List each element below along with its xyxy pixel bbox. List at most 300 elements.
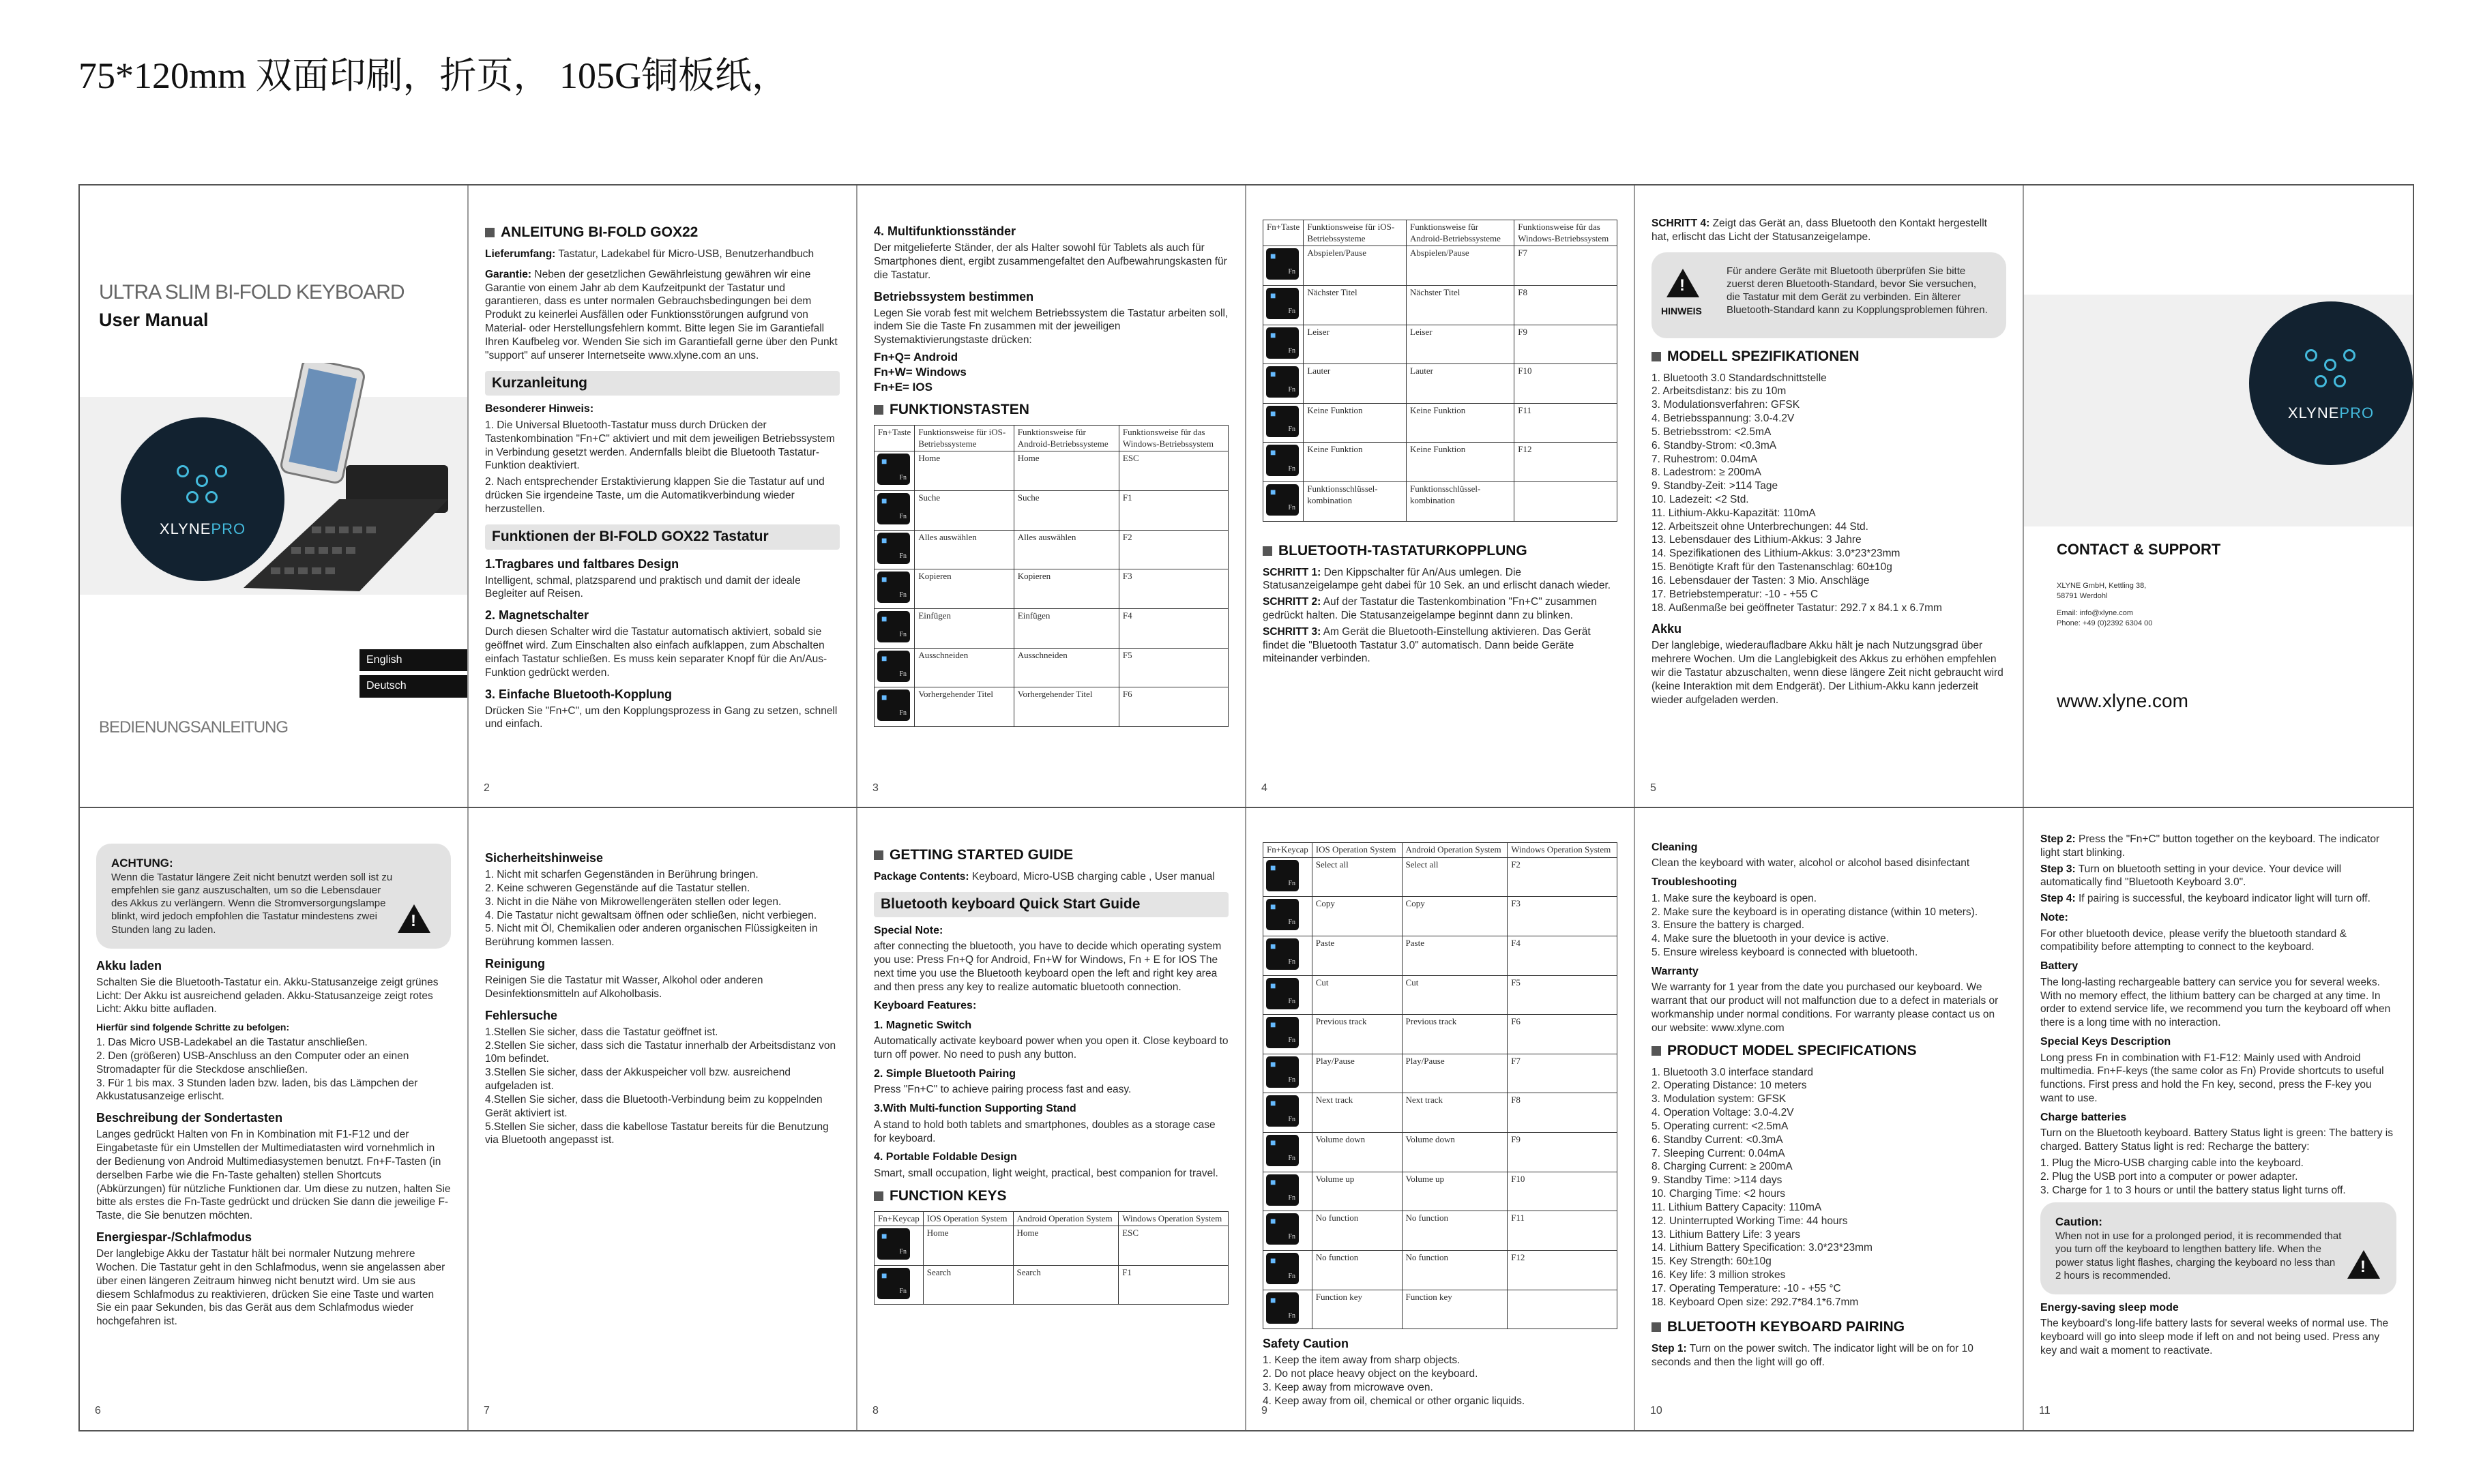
p11-note-title: Note: [2040, 912, 2068, 924]
table-header-cell: Android Operation System [1402, 843, 1508, 858]
table-cell: Paste [1402, 936, 1508, 975]
table-cell: F11 [1508, 1211, 1617, 1251]
table-cell: Previous track [1312, 1015, 1402, 1054]
keycap-icon: ■ Fn [1266, 327, 1299, 359]
p3-os-title: Betriebssystem bestimmen [874, 289, 1034, 303]
list-item: 5.Stellen Sie sicher, dass die kabellose Tastatur bereits für die Benutzung via Bluetooth angepasst ist. [485, 1121, 829, 1146]
table-header-cell: Funktionsweise für iOS-Betriebssysteme [1304, 220, 1407, 246]
list-item: 5. Operating current: <2.5mA [1651, 1120, 1789, 1132]
xlyne-logo-back [2249, 301, 2413, 465]
p8-k4: Smart, small occupation, light weight, practical, best companion for travel. [874, 1167, 1218, 1179]
table-cell: Select all [1402, 857, 1508, 897]
table-header-cell: Fn+Taste [1263, 220, 1304, 246]
table-row [1263, 1250, 1617, 1290]
fn-keycap-cell [1263, 1172, 1312, 1211]
page-8 [857, 808, 1246, 1430]
keycap-icon: ■ Fn [877, 572, 910, 603]
p5-hinweis-box [1651, 252, 2006, 338]
table-header-cell: Windows Operation System [1508, 843, 1617, 858]
keycap-icon: ■ Fn [1266, 484, 1299, 516]
keyboard-phone-illustration [244, 363, 462, 595]
page-number: 6 [95, 1404, 101, 1416]
p4-step1: SCHRITT 1: Den Kippschalter für An/Aus umlegen. Die Statusanzeigelampe geht dabei für 10 Sek. an und erlischt danach wieder. [1263, 566, 1611, 592]
p11-sleep-title: Energy-saving sleep mode [2040, 1301, 2179, 1314]
table-cell: Volume down [1402, 1133, 1508, 1172]
table-cell: Play/Pause [1312, 1054, 1402, 1093]
table-cell: Suche [1014, 491, 1119, 531]
list-item: 17. Operating Temperature: -10 - +55 °C [1651, 1282, 1841, 1294]
fn-keycap-cell [1263, 325, 1304, 364]
table-cell: Alles auswählen [915, 530, 1014, 569]
table-header-cell: Funktionsweise für das Windows-Betriebssystem [1514, 220, 1617, 246]
table-cell: Volume up [1402, 1172, 1508, 1211]
table-cell: F9 [1508, 1133, 1617, 1172]
page-number: 11 [2039, 1404, 2051, 1416]
fn-keycap-cell [1263, 482, 1304, 522]
p7-rein-title: Reinigung [485, 957, 545, 970]
list-item: 8. Ladestrom: ≥ 200mA [1651, 466, 1762, 479]
table-cell: F10 [1514, 364, 1617, 404]
table-cell: Leiser [1407, 325, 1514, 364]
list-item: 2. Make sure the keyboard is in operating distance (within 10 meters). [1651, 906, 1978, 918]
list-item: 12. Arbeitszeit ohne Unterbrechungen: 44 Std. [1651, 520, 1868, 533]
p5-hinweis-text: Für andere Geräte mit Bluetooth überprüfen Sie bitte zuerst deren Bluetooth-Standard, bevor Sie versuchen, die Tastatur mit dem Gerät zu verbinden. Ein älterer Bluetooth-Standard kann zu Kopplungsproblemen führen. [1727, 265, 1988, 316]
p8-k2: Press "Fn+C" to achieve pairing process fast and easy. [874, 1084, 1132, 1096]
table-cell: Vorhergehender Titel [1014, 687, 1119, 727]
keycap-icon: ■ Fn [1266, 445, 1299, 476]
safety-list-de [485, 868, 840, 949]
table-header-cell: Fn+Taste [875, 426, 915, 451]
fn-keycap-cell [875, 569, 915, 609]
page-5 [1635, 186, 2024, 807]
p10-trouble-title: Troubleshooting [1651, 876, 1737, 889]
p5-akku: Der langlebige, wiederaufladbare Akku hält je nach Nutzungsgrad über mehrere Wochen. Um die Langlebigkeit des Akkus zu erhöhen empfehlen wir die Tastatur abzuschalten, wenn diese längere Zeit nicht gebraucht wird (keine Interaktion mit dem Endgerät). Der Lithium-Akku kann jederzeit wieder aufgeladen werden. [1651, 640, 2003, 706]
table-cell: Leiser [1304, 325, 1407, 364]
page-number: 9 [1261, 1404, 1267, 1416]
table-row [1263, 1172, 1617, 1211]
table-cell [1508, 1290, 1617, 1329]
p8-k4-title: 4. Portable Foldable Design [874, 1151, 1017, 1163]
table-cell: Volume down [1312, 1133, 1402, 1172]
table-cell: Play/Pause [1402, 1054, 1508, 1093]
list-item: 17. Betriebstemperatur: -10 - +55 C [1651, 588, 1819, 600]
p11-step2: Step 2: Press the "Fn+C" button together on the keyboard. The indicator light start blinking. [2040, 833, 2380, 859]
table-cell: F8 [1508, 1093, 1617, 1133]
page-number: 4 [1261, 782, 1267, 794]
p4-bt-title: BLUETOOTH-TASTATURKOPPLUNG [1263, 542, 1617, 561]
table-cell: No function [1312, 1211, 1402, 1251]
troubleshooting-list-de [485, 1026, 840, 1147]
fn-keycap-cell [1263, 246, 1304, 286]
list-item: 1. Das Micro USB-Ladekabel an die Tastatur anschließen. [96, 1037, 368, 1049]
table-cell: Ausschneiden [915, 648, 1014, 687]
p6-schritte-title: Hierfür sind folgende Schritte zu befolgen: [96, 1022, 290, 1033]
list-item: 10. Charging Time: <2 hours [1651, 1188, 1786, 1200]
p2-f2: Durch diesen Schalter wird die Tastatur automatisch aktiviert, sobald sie geöffnet wird. Zum Einschalten also einfach aufklappen, zum Abschalten einfach Tastatur schließen. Es muss kein separater Knopf für die An/Aus-Funktion gedrückt werden. [485, 626, 827, 679]
p7-rein: Reinigen Sie die Tastatur mit Wasser, Alkohol oder anderen Desinfektionsmitteln auf Alkoholbasis. [485, 975, 763, 1000]
lang-tab-deutsch[interactable]: Deutsch [359, 675, 469, 697]
table-header-cell: Windows Operation System [1119, 1211, 1229, 1226]
list-item: 7. Sleeping Current: 0.04mA [1651, 1147, 1785, 1159]
fn-keycap-cell [1263, 285, 1304, 325]
table-cell: Vorhergehender Titel [915, 687, 1014, 727]
table-cell: F12 [1508, 1250, 1617, 1290]
fn-keycap-cell [1263, 364, 1304, 404]
table-row [1263, 325, 1617, 364]
p9-safety-title: Safety Caution [1263, 1337, 1349, 1351]
fn-keycap-cell [1263, 897, 1312, 936]
list-item: 10. Ladezeit: <2 Std. [1651, 493, 1749, 505]
list-item: 18. Keyboard Open size: 292.7*84.1*6.7mm [1651, 1296, 1859, 1308]
table-cell: Funktionsschlüssel-kombination [1407, 482, 1514, 522]
fn-keycap-cell [875, 608, 915, 648]
fn-keycap-cell [875, 1265, 924, 1305]
table-cell: Keine Funktion [1304, 443, 1407, 482]
list-item: 2. Arbeitsdistanz: bis zu 10m [1651, 385, 1787, 398]
table-cell: F5 [1508, 975, 1617, 1015]
keycap-icon: ■ Fn [877, 454, 910, 485]
list-item: 2. Do not place heavy object on the keyboard. [1263, 1367, 1478, 1380]
list-item: 1.Stellen Sie sicher, dass die Tastatur geöffnet ist. [485, 1026, 718, 1038]
p8-note: after connecting the bluetooth, you have to decide which operating system you use: Press Fn+Q for Android, Fn+W for Windows, Fn + E for IOS The next time you use the Bluetooth keyboard open the left and right key area and then press any key to realize automatic bluetooth connection. [874, 940, 1222, 993]
list-item: 1. Nicht mit scharfen Gegenständen in Berührung bringen. [485, 869, 759, 881]
p11-charge-title: Charge batteries [2040, 1111, 2127, 1123]
list-item: 18. Außenmaße bei geöffneter Tastatur: 292.7 x 84.1 x 6.7mm [1651, 602, 1942, 614]
table-cell: Einfügen [1014, 608, 1119, 648]
p11-charge: Turn on the Bluetooth keyboard. Battery Status light is green: The battery is charged. Battery Status light is red: Recharge the battery: [2040, 1127, 2393, 1153]
keycap-icon: ■ Fn [1266, 978, 1299, 1009]
table-row [1263, 857, 1617, 897]
p11-note: For other bluetooth device, please verify the bluetooth standard & compatibility before attempting to connect to the keyboard. [2040, 928, 2347, 953]
p2-f1: Intelligent, schmal, platzsparend und praktisch und damit der ideale Begleiter auf Reisen. [485, 574, 801, 600]
p8-k3: A stand to hold both tablets and smartphones, doubles as a storage case for keyboard. [874, 1118, 1216, 1144]
table-cell: F12 [1514, 443, 1617, 482]
p8-fk-title: FUNCTION KEYS [874, 1187, 1229, 1206]
keycap-icon: ■ Fn [1266, 406, 1299, 437]
keycap-icon: ■ Fn [1266, 938, 1299, 970]
table-cell: Select all [1312, 857, 1402, 897]
p4-step2: SCHRITT 2: Auf der Tastatur die Tastenkombination "Fn+C" zusammen gedrückt halten. Die Statusanzeigelampe beginnt dann zu blinken. [1263, 596, 1597, 621]
fn-keycap-cell [1263, 403, 1304, 443]
keycap-icon: ■ Fn [877, 493, 910, 524]
list-item: 3. Ensure the battery is charged. [1651, 919, 1805, 932]
table-cell: Abspielen/Pause [1407, 246, 1514, 286]
table-row [1263, 1015, 1617, 1054]
logo-dots-icon [2305, 349, 2357, 397]
p3-os: Legen Sie vorab fest mit welchem Betriebssystem die Tastatur arbeiten soll, indem Sie die Taste Fn zusammen mit der jeweiligen Systemaktivierungstaste drücken: [874, 307, 1229, 346]
table-row [875, 1226, 1229, 1266]
fn-keycap-cell [1263, 1250, 1312, 1290]
p3-ft-title: FUNKTIONSTASTEN [874, 401, 1229, 419]
cover-title: User Manual [99, 310, 209, 330]
p5-akku-title: Akku [1651, 622, 1682, 636]
p11-caution: When not in use for a prolonged period, it is recommended that you turn off the keyboard to lengthen battery life. When the power status light flashes, charging the keyboard no less than 2 hours is recommended. [2055, 1230, 2342, 1281]
table-row [1263, 1211, 1617, 1251]
p3-fnw: Fn+W= Windows [874, 365, 967, 379]
table-cell: F5 [1119, 648, 1228, 687]
p8-note-title: Special Note: [874, 924, 943, 936]
p2-f2-title: 2. Magnetschalter [485, 608, 589, 623]
table-cell: No function [1312, 1250, 1402, 1290]
table-row [1263, 285, 1617, 325]
table-row [1263, 975, 1617, 1015]
table-cell: Home [923, 1226, 1013, 1266]
table-cell: F6 [1508, 1015, 1617, 1054]
table-cell: Previous track [1402, 1015, 1508, 1054]
table-row [1263, 403, 1617, 443]
keycap-icon: ■ Fn [877, 1268, 910, 1299]
list-item: 1. Make sure the keyboard is open. [1651, 892, 1817, 904]
table-row [875, 451, 1229, 491]
keycap-icon: ■ Fn [877, 1228, 910, 1260]
table-cell: No function [1402, 1211, 1508, 1251]
table-cell: F3 [1508, 897, 1617, 936]
charge-steps-en [2040, 1157, 2396, 1197]
table-cell: Search [923, 1265, 1013, 1305]
list-item: 12. Uninterrupted Working Time: 44 hours [1651, 1215, 1848, 1227]
p10-step1: Step 1: Turn on the power switch. The indicator light will be on for 10 seconds and then the light will go off. [1651, 1343, 1973, 1369]
page-10 [1635, 808, 2024, 1430]
sheet-back [78, 807, 2414, 1431]
table-cell: Paste [1312, 936, 1402, 975]
list-item: 3. Keep away from microwave oven. [1263, 1381, 1433, 1393]
keycap-icon: ■ Fn [1266, 366, 1299, 398]
page-number: 5 [1650, 782, 1656, 794]
table-cell: Lauter [1407, 364, 1514, 404]
p11-step4: Step 4: If pairing is successful, the keyboard indicator light will turn off. [2040, 893, 2370, 905]
list-item: 14. Lithium Battery Specification: 3.0*23*23mm [1651, 1242, 1873, 1254]
table-cell: Home [1014, 451, 1119, 491]
p8-quickstart-title: Bluetooth keyboard Quick Start Guide [874, 892, 1229, 917]
p6-achtung-title: ACHTUNG: [111, 857, 173, 870]
function-keys-table-en-2 [1263, 842, 1617, 1329]
list-item: 14. Spezifikationen des Lithium-Akkus: 3.0*23*23mm [1651, 548, 1900, 560]
p2-f3-title: 3. Einfache Bluetooth-Kopplung [485, 687, 672, 701]
keycap-icon: ■ Fn [1266, 248, 1299, 280]
table-cell: Home [1013, 1226, 1119, 1266]
cover-panel [80, 186, 469, 807]
list-item: 2.Stellen Sie sicher, dass sich die Tastatur innerhalb der Arbeitsdistanz von 10m befindet. [485, 1039, 836, 1065]
list-item: 7. Ruhestrom: 0.04mA [1651, 453, 1758, 465]
table-cell: Keine Funktion [1407, 443, 1514, 482]
table-cell: Cut [1402, 975, 1508, 1015]
p10-pair-title: BLUETOOTH KEYBOARD PAIRING [1651, 1318, 2006, 1337]
table-row [1263, 1054, 1617, 1093]
p3-stand: Der mitgelieferte Ständer, der als Halter sowohl für Tablets als auch für Smartphones dient, ergibt zusammengefaltet den Aufbewahrungskasten für die Tastatur. [874, 242, 1227, 281]
page-2 [469, 186, 857, 807]
p11-battery: The long-lasting rechargeable battery can service you for several weeks. With no memory effect, the lithium battery can be charged at any time. In order to extend service life, we recommend you turn the keyboard off when there is a long time with no interaction. [2040, 976, 2391, 1029]
table-row [1263, 1290, 1617, 1329]
table-header-cell: Funktionsweise für das Windows-Betriebssystem [1119, 426, 1228, 451]
p7-sicher-title: Sicherheitshinweise [485, 851, 604, 865]
function-keys-table-de-2 [1263, 220, 1617, 522]
page-number: 7 [484, 1404, 490, 1416]
table-row [1263, 897, 1617, 936]
list-item: 2. Plug the USB port into a computer or power adapter. [2040, 1170, 2298, 1183]
list-item: 9. Standby Time: >114 days [1651, 1174, 1782, 1187]
list-item: 3. Charge for 1 to 3 hours or until the battery status light turns off. [2040, 1184, 2346, 1196]
table-row [1263, 482, 1617, 522]
table-cell: Kopieren [1014, 569, 1119, 609]
language-tabs [359, 649, 469, 698]
keycap-icon: ■ Fn [1266, 1135, 1299, 1166]
page-number: 8 [872, 1404, 879, 1416]
table-cell: F6 [1119, 687, 1228, 727]
keycap-icon: ■ Fn [877, 533, 910, 564]
p2-title: ANLEITUNG BI-FOLD GOX22 [485, 224, 840, 242]
table-cell: F7 [1508, 1054, 1617, 1093]
safety-list-en [1263, 1354, 1617, 1408]
table-cell: No function [1402, 1250, 1508, 1290]
table-cell: Next track [1312, 1093, 1402, 1133]
table-cell: ESC [1119, 1226, 1229, 1266]
list-item: 4. Operation Voltage: 3.0-4.2V [1651, 1107, 1794, 1119]
list-item: 6. Standby-Strom: <0.3mA [1651, 439, 1777, 451]
table-row [875, 491, 1229, 531]
p10-warranty: We warranty for 1 year from the date you purchased our keyboard. We warrant that our product will not malfunction due to a defect in materials or workmanship under normal conditions. For warranty please contact us on our website: www.xlyne.com [1651, 981, 1999, 1034]
cover-footer: BEDIENUNGSANLEITUNG [99, 718, 289, 737]
function-keys-table-en-1 [874, 1211, 1229, 1305]
warning-icon [2347, 1250, 2380, 1282]
p2-functions-title: Funktionen der BI-FOLD GOX22 Tastatur [485, 524, 840, 550]
table-header-cell: Android Operation System [1013, 1211, 1119, 1226]
contact-details: XLYNE GmbH, Kettling 38, 58791 Werdohl Email: info@xlyne.com Phone: +49 (0)2392 6304 00 [2057, 582, 2153, 627]
list-item: 1. Bluetooth 3.0 interface standard [1651, 1066, 1813, 1078]
p2-lieferumfang: Lieferumfang: Tastatur, Ladekabel für Micro-USB, Benutzerhandbuch [485, 248, 814, 260]
p8-kf-title: Keyboard Features: [874, 1000, 977, 1012]
list-item: 3. Nicht in die Nähe von Mikrowellengeräten stellen oder legen. [485, 895, 782, 908]
lang-tab-english[interactable]: English [359, 649, 469, 671]
list-item: 1. Plug the Micro-USB charging cable into the keyboard. [2040, 1157, 2304, 1169]
list-item: 3. Modulationsverfahren: GFSK [1651, 399, 1800, 411]
p11-battery-title: Battery [2040, 960, 2079, 973]
keycap-icon: ■ Fn [1266, 899, 1299, 930]
table-cell: F4 [1508, 936, 1617, 975]
logo-dots-icon [177, 465, 229, 513]
p2-f3: Drücken Sie "Fn+C", um den Kopplungsprozess in Gang zu setzen, schnell und einfach. [485, 704, 838, 730]
p11-skd: Long press Fn in combination with F1-F12: Mainly used with Android multimedia. Fn+F-keys (the same color as Fn) Provide shortcuts to useful functions. First press and hold the Fn key, second, press the F-key you want to use. [2040, 1052, 2384, 1104]
list-item: 1. Bluetooth 3.0 Standardschnittstelle [1651, 372, 1827, 384]
page-number: 10 [1650, 1404, 1662, 1416]
keycap-icon: ■ Fn [1266, 1017, 1299, 1048]
p6-sonder-title: Beschreibung der Sondertasten [96, 1111, 283, 1125]
page-number: 3 [872, 782, 879, 794]
list-item: 4. Keep away from oil, chemical or other organic liquids. [1263, 1395, 1525, 1407]
page-6 [80, 808, 469, 1430]
p2-garantie: Garantie: Neben der gesetzlichen Gewährleistung gewähren wir eine Garantie von einem Jahr ab dem Kaufzeitpunkt der Tastatur und garantieren, dass es unter normalen Gebrauchsbedingungen bei dem Produkt zu keinerlei Ausfällen oder Funktionsstörungen aufgrund von Material- oder Herstellungsfehlern kommt. Bitte legen Sie im Garantiefall Ihren Kaufbeleg vor. Wenden Sie sich im Garantiefall gerne über den Punkt "support" auf unserer Internetseite www.xlyne.com an uns. [485, 268, 838, 361]
table-cell: F2 [1508, 857, 1617, 897]
charge-steps-de [96, 1036, 451, 1103]
table-cell: Home [915, 451, 1014, 491]
page-7 [469, 808, 857, 1430]
list-item: 5. Ensure wireless keyboard is connected with bluetooth. [1651, 947, 1918, 959]
list-item: 15. Benötigte Kraft für den Tastenanschlag: 60±10g [1651, 561, 1892, 574]
list-item: 15. Key Strength: 60±10g [1651, 1256, 1772, 1268]
list-item: 2. Den (größeren) USB-Anschluss an den Computer oder an einen Stromadapter für die Steckdose anschließen. [96, 1050, 409, 1075]
fn-keycap-cell [875, 1226, 924, 1266]
p8-package: Package Contents: Keyboard, Micro-USB charging cable , User manual [874, 870, 1215, 882]
p11-sleep: The keyboard's long-life battery lasts for several weeks of normal use. The keyboard will go into sleep mode if left on and not being used. Press any key and wait a moment to reactivate. [2040, 1318, 2389, 1357]
table-cell: Kopieren [915, 569, 1014, 609]
table-row [1263, 246, 1617, 286]
p10-spec-title: PRODUCT MODEL SPECIFICATIONS [1651, 1042, 2006, 1060]
fn-keycap-cell [875, 687, 915, 727]
fn-keycap-cell [875, 451, 915, 491]
spec-list-en [1651, 1066, 2006, 1309]
fn-keycap-cell [1263, 1211, 1312, 1251]
spec-list-de [1651, 372, 2006, 615]
table-header-row [875, 426, 1229, 451]
p10-clean: Clean the keyboard with water, alcohol or alcohol based disinfectant [1651, 857, 1970, 870]
list-item: 16. Key life: 3 million strokes [1651, 1268, 1786, 1281]
table-row [875, 648, 1229, 687]
p7-fehler-title: Fehlersuche [485, 1008, 558, 1022]
p6-achtung: Wenn die Tastatur längere Zeit nicht benutzt werden soll ist zu empfehlen sie ganz auszuschalten, um so die Lebensdauer des Akkus zu verlängern. Wenn die Stromversorgungslampe blinkt, wird jedoch empfohlen die Tastatur mindestens zwei Stunden lang zu laden. [111, 871, 393, 936]
fn-keycap-cell [875, 648, 915, 687]
list-item: 5. Betriebsstrom: <2.5mA [1651, 426, 1772, 438]
table-row [875, 530, 1229, 569]
list-item: 4. Die Tastatur nicht gewaltsam öffnen oder schließen, nicht verbiegen. [485, 909, 817, 921]
list-item: 3.Stellen Sie sicher, dass der Akkuspeicher voll bzw. ausreichend aufgeladen ist. [485, 1067, 791, 1093]
table-cell: F4 [1119, 608, 1228, 648]
fn-keycap-cell [1263, 1133, 1312, 1172]
table-header-cell: Funktionsweise für Android-Betriebssysteme [1407, 220, 1514, 246]
table-header-cell: Funktionsweise für iOS-Betriebssysteme [915, 426, 1014, 451]
p6-spar: Der langlebige Akku der Tastatur hält bei normaler Nutzung mehrere Wochen. Die Tastatur geht in den Schlafmodus, wenn sie angelassen aber über einen längeren Zeitraum hinweg nicht benutzt wird. Um sie aus diesem Schlafmodus zu reaktivieren, drücken Sie eine Taste und warten Sie ein paar Sekunden, bis das Gerät aus dem Schlafmodus wieder hochgefahren ist. [96, 1248, 445, 1328]
p2-hinweis-1: 1. Die Universal Bluetooth-Tastatur muss durch Drücken der Tastenkombination "Fn+C" aktiviert und mit dem jeweiligen Betriebssystem in Verbindung gesetzt werden. Andernfalls bleibt die Bluetooth Tastatur-Funktion deaktiviert. [485, 419, 835, 472]
table-cell [1514, 482, 1617, 522]
website-link[interactable]: www.xlyne.com [2057, 690, 2188, 711]
table-cell: Suche [915, 491, 1014, 531]
p5-step4: SCHRITT 4: Zeigt das Gerät an, dass Bluetooth den Kontakt hergestellt hat, erlischt das Licht der Statusanzeigelampe. [1651, 218, 1987, 243]
list-item: 1. Keep the item away from sharp objects. [1263, 1354, 1460, 1367]
p3-fne: Fn+E= IOS [874, 380, 933, 394]
list-item: 2. Keine schweren Gegenstände auf die Tastatur stellen. [485, 882, 750, 894]
table-cell: Function key [1312, 1290, 1402, 1329]
keycap-icon: ■ Fn [1266, 1095, 1299, 1127]
logo-text: XLYNEPRO [2287, 404, 2375, 421]
p8-k3-title: 3.With Multi-function Supporting Stand [874, 1103, 1076, 1115]
table-cell: F9 [1514, 325, 1617, 364]
p10-warranty-title: Warranty [1651, 965, 1699, 977]
table-cell: F2 [1119, 530, 1228, 569]
table-header-cell: Fn+Keycap [875, 1211, 924, 1226]
table-cell: Function key [1402, 1290, 1508, 1329]
p11-caution-title: Caution: [2055, 1215, 2102, 1229]
table-cell: F10 [1508, 1172, 1617, 1211]
list-item: 11. Lithium-Akku-Kapazität: 110mA [1651, 507, 1816, 519]
p10-clean-title: Cleaning [1651, 842, 1698, 853]
table-header-cell: IOS Operation System [1312, 843, 1402, 858]
table-cell: F1 [1119, 1265, 1229, 1305]
print-spec-header: 75*120mm 双面印刷，折页， 105G铜板纸， [78, 55, 789, 96]
table-cell: F3 [1119, 569, 1228, 609]
table-header-cell: IOS Operation System [923, 1211, 1013, 1226]
fn-keycap-cell [1263, 1015, 1312, 1054]
p2-hinweis-title: Besonderer Hinweis: [485, 403, 594, 415]
page-3 [857, 186, 1246, 807]
table-cell: Copy [1402, 897, 1508, 936]
p11-step3: Step 3: Turn on bluetooth setting in your device. Your device will automatically find "Bluetooth Keyboard 3.0". [2040, 863, 2342, 889]
table-cell: Abspielen/Pause [1304, 246, 1407, 286]
table-header-row [1263, 843, 1617, 858]
list-item: 16. Lebensdauer der Tasten: 3 Mio. Anschläge [1651, 574, 1870, 587]
keycap-icon: ■ Fn [1266, 860, 1299, 891]
table-header-row [875, 1211, 1229, 1226]
fn-keycap-cell [1263, 975, 1312, 1015]
table-cell: F11 [1514, 403, 1617, 443]
fn-keycap-cell [1263, 857, 1312, 897]
